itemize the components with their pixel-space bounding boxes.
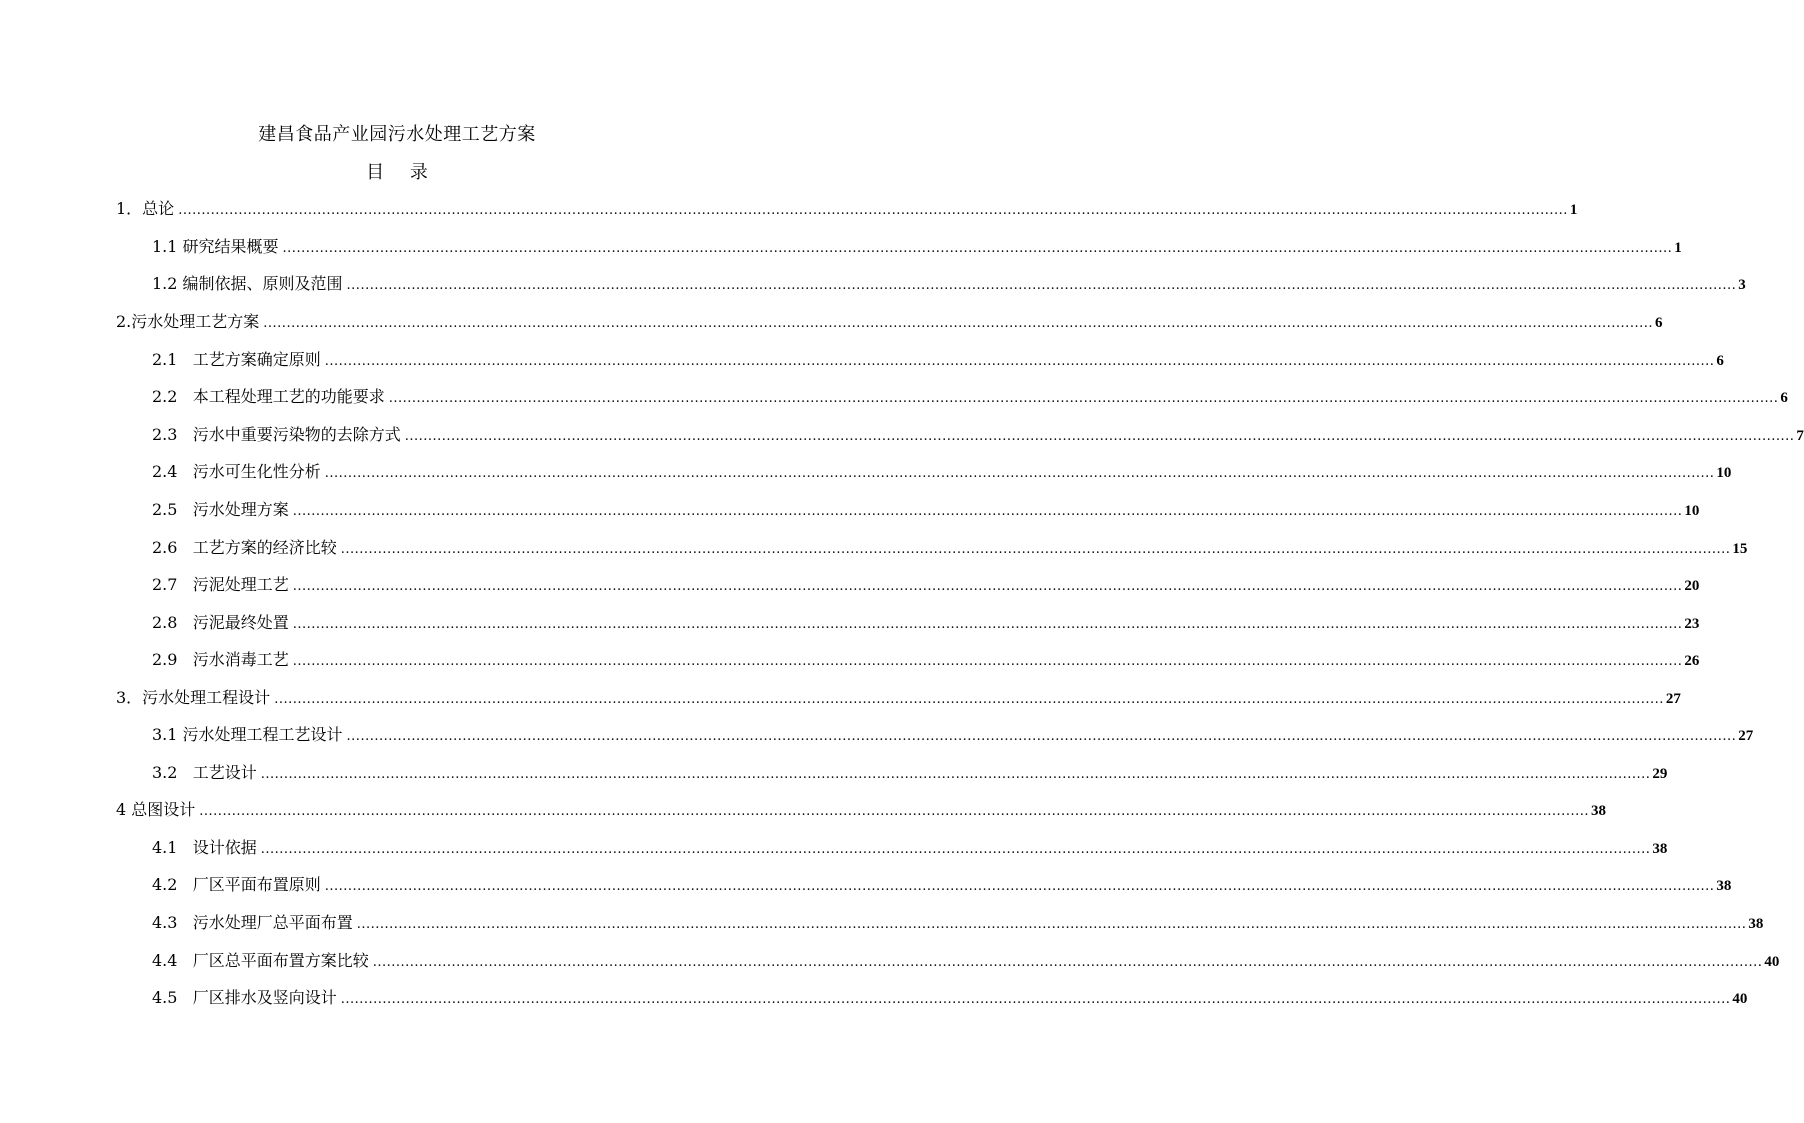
toc-leader-dots: ............................................................................................................................................................................................................................................................................................................: [346, 278, 1737, 293]
toc-entry-2-5[interactable]: [152, 497, 1700, 523]
toc-entry-page: 6: [1654, 315, 1663, 331]
toc-leader-dots: ............................................................................................................................................................................................................................................................................................................: [324, 879, 1715, 894]
toc-entry-4-1[interactable]: [152, 835, 1668, 861]
toc-entry-2-2[interactable]: [152, 384, 1788, 410]
toc-leader-dots: ............................................................................................................................................................................................................................................................................................................: [292, 504, 1683, 519]
toc-leader-dots: ............................................................................................................................................................................................................................................................................................................: [324, 466, 1715, 481]
toc-entry-label: 4.5 厂区排水及竖向设计: [152, 988, 337, 1007]
toc-entry-2-8[interactable]: [152, 610, 1700, 636]
toc-entry-2[interactable]: [116, 309, 1663, 335]
toc-entry-page: 10: [1716, 465, 1732, 481]
toc-entry-2-9[interactable]: [152, 647, 1700, 673]
toc-entry-label: 4 总图设计: [116, 800, 196, 819]
toc-entry-2-4[interactable]: [152, 459, 1732, 485]
toc-leader-dots: ............................................................................................................................................................................................................................................................................................................: [199, 804, 1589, 819]
toc-entry-label: 2.污水处理工艺方案: [116, 312, 260, 331]
toc-entry-label: 4.2 厂区平面布置原则: [152, 875, 321, 894]
toc-entry-label: 3.2 工艺设计: [152, 763, 257, 782]
toc-leader-dots: ............................................................................................................................................................................................................................................................................................................: [346, 729, 1737, 744]
toc-entry-page: 27: [1665, 691, 1681, 707]
toc-leader-dots: ............................................................................................................................................................................................................................................................................................................: [178, 203, 1568, 218]
toc-leader-dots: ............................................................................................................................................................................................................................................................................................................: [340, 992, 1731, 1007]
toc-entry-label: 3.1 污水处理工程工艺设计: [152, 725, 343, 744]
toc-leader-dots: ............................................................................................................................................................................................................................................................................................................: [292, 654, 1683, 669]
toc-entry-label: 2.9 污水消毒工艺: [152, 650, 289, 669]
toc-entry-page: 26: [1684, 653, 1700, 669]
toc-leader-dots: ............................................................................................................................................................................................................................................................................................................: [260, 842, 1651, 857]
toc-entry-page: 38: [1590, 803, 1606, 819]
toc-entry-label: 2.4 污水可生化性分析: [152, 462, 321, 481]
toc-leader-dots: ............................................................................................................................................................................................................................................................................................................: [324, 354, 1715, 369]
toc-leader-dots: ............................................................................................................................................................................................................................................................................................................: [404, 429, 1795, 444]
toc-entry-page: 40: [1732, 991, 1748, 1007]
toc-entry-4-3[interactable]: [152, 910, 1764, 936]
toc-entry-page: 6: [1780, 390, 1788, 406]
document-title: 建昌食品产业园污水处理工艺方案: [258, 124, 536, 145]
toc-entry-page: 7: [1796, 428, 1804, 444]
toc-entry-page: 27: [1738, 728, 1754, 744]
toc-entry-label: 2.6 工艺方案的经济比较: [152, 538, 337, 557]
toc-entry-3-1[interactable]: [152, 722, 1754, 748]
toc-entry-page: 38: [1716, 878, 1732, 894]
toc-entry-2-7[interactable]: [152, 572, 1700, 598]
toc-leader-dots: ............................................................................................................................................................................................................................................................................................................: [263, 316, 1653, 331]
toc-entry-1-2[interactable]: [152, 271, 1746, 297]
toc-entry-page: 1: [1674, 240, 1682, 256]
toc-entry-3[interactable]: [116, 685, 1681, 711]
toc-entry-2-3[interactable]: [152, 422, 1804, 448]
toc-entry-page: 10: [1684, 503, 1700, 519]
toc-leader-dots: ............................................................................................................................................................................................................................................................................................................: [282, 241, 1673, 256]
toc-entry-1[interactable]: [116, 196, 1578, 222]
toc-entry-page: 38: [1748, 916, 1764, 932]
toc-entry-label: 2.5 污水处理方案: [152, 500, 289, 519]
toc-entry-label: 4.3 污水处理厂总平面布置: [152, 913, 353, 932]
toc-leader-dots: ............................................................................................................................................................................................................................................................................................................: [340, 542, 1731, 557]
toc-entry-label: 2.2 本工程处理工艺的功能要求: [152, 387, 385, 406]
toc-entry-label: 2.8 污泥最终处置: [152, 613, 289, 632]
toc-entry-page: 15: [1732, 541, 1748, 557]
toc-entry-3-2[interactable]: [152, 760, 1668, 786]
toc-leader-dots: ............................................................................................................................................................................................................................................................................................................: [260, 767, 1651, 782]
toc-entry-page: 3: [1738, 277, 1746, 293]
toc-entry-2-6[interactable]: [152, 535, 1748, 561]
toc-entry-4[interactable]: [116, 797, 1606, 823]
toc-entry-page: 40: [1764, 954, 1780, 970]
toc-entry-label: 3．污水处理工程设计: [116, 688, 271, 707]
toc-entry-page: 23: [1684, 616, 1700, 632]
toc-entry-page: 29: [1652, 766, 1668, 782]
toc-leader-dots: ............................................................................................................................................................................................................................................................................................................: [356, 917, 1747, 932]
toc-entry-4-2[interactable]: [152, 872, 1732, 898]
toc-entry-page: 38: [1652, 841, 1668, 857]
toc-entry-4-5[interactable]: [152, 985, 1748, 1011]
toc-entry-label: 2.1 工艺方案确定原则: [152, 350, 321, 369]
toc-leader-dots: ............................................................................................................................................................................................................................................................................................................: [274, 692, 1664, 707]
toc-heading: 目 录: [366, 162, 438, 183]
toc-entry-label: 1.2 编制依据、原则及范围: [152, 274, 343, 293]
toc-entry-label: 4.1 设计依据: [152, 838, 257, 857]
toc-entry-2-1[interactable]: [152, 347, 1724, 373]
toc-entry-label: 2.7 污泥处理工艺: [152, 575, 289, 594]
toc-entry-page: 6: [1716, 353, 1724, 369]
toc-leader-dots: ............................................................................................................................................................................................................................................................................................................: [292, 579, 1683, 594]
toc-entry-label: 4.4 厂区总平面布置方案比较: [152, 951, 369, 970]
toc-leader-dots: ............................................................................................................................................................................................................................................................................................................: [388, 391, 1779, 406]
toc-leader-dots: ............................................................................................................................................................................................................................................................................................................: [372, 955, 1763, 970]
toc-entry-label: 1．总论: [116, 199, 175, 218]
toc-leader-dots: ............................................................................................................................................................................................................................................................................................................: [292, 617, 1683, 632]
toc-entry-label: 2.3 污水中重要污染物的去除方式: [152, 425, 401, 444]
toc-entry-page: 20: [1684, 578, 1700, 594]
toc-entry-4-4[interactable]: [152, 948, 1780, 974]
toc-entry-page: 1: [1569, 202, 1578, 218]
toc-entry-1-1[interactable]: [152, 234, 1682, 260]
toc-entry-label: 1.1 研究结果概要: [152, 237, 279, 256]
